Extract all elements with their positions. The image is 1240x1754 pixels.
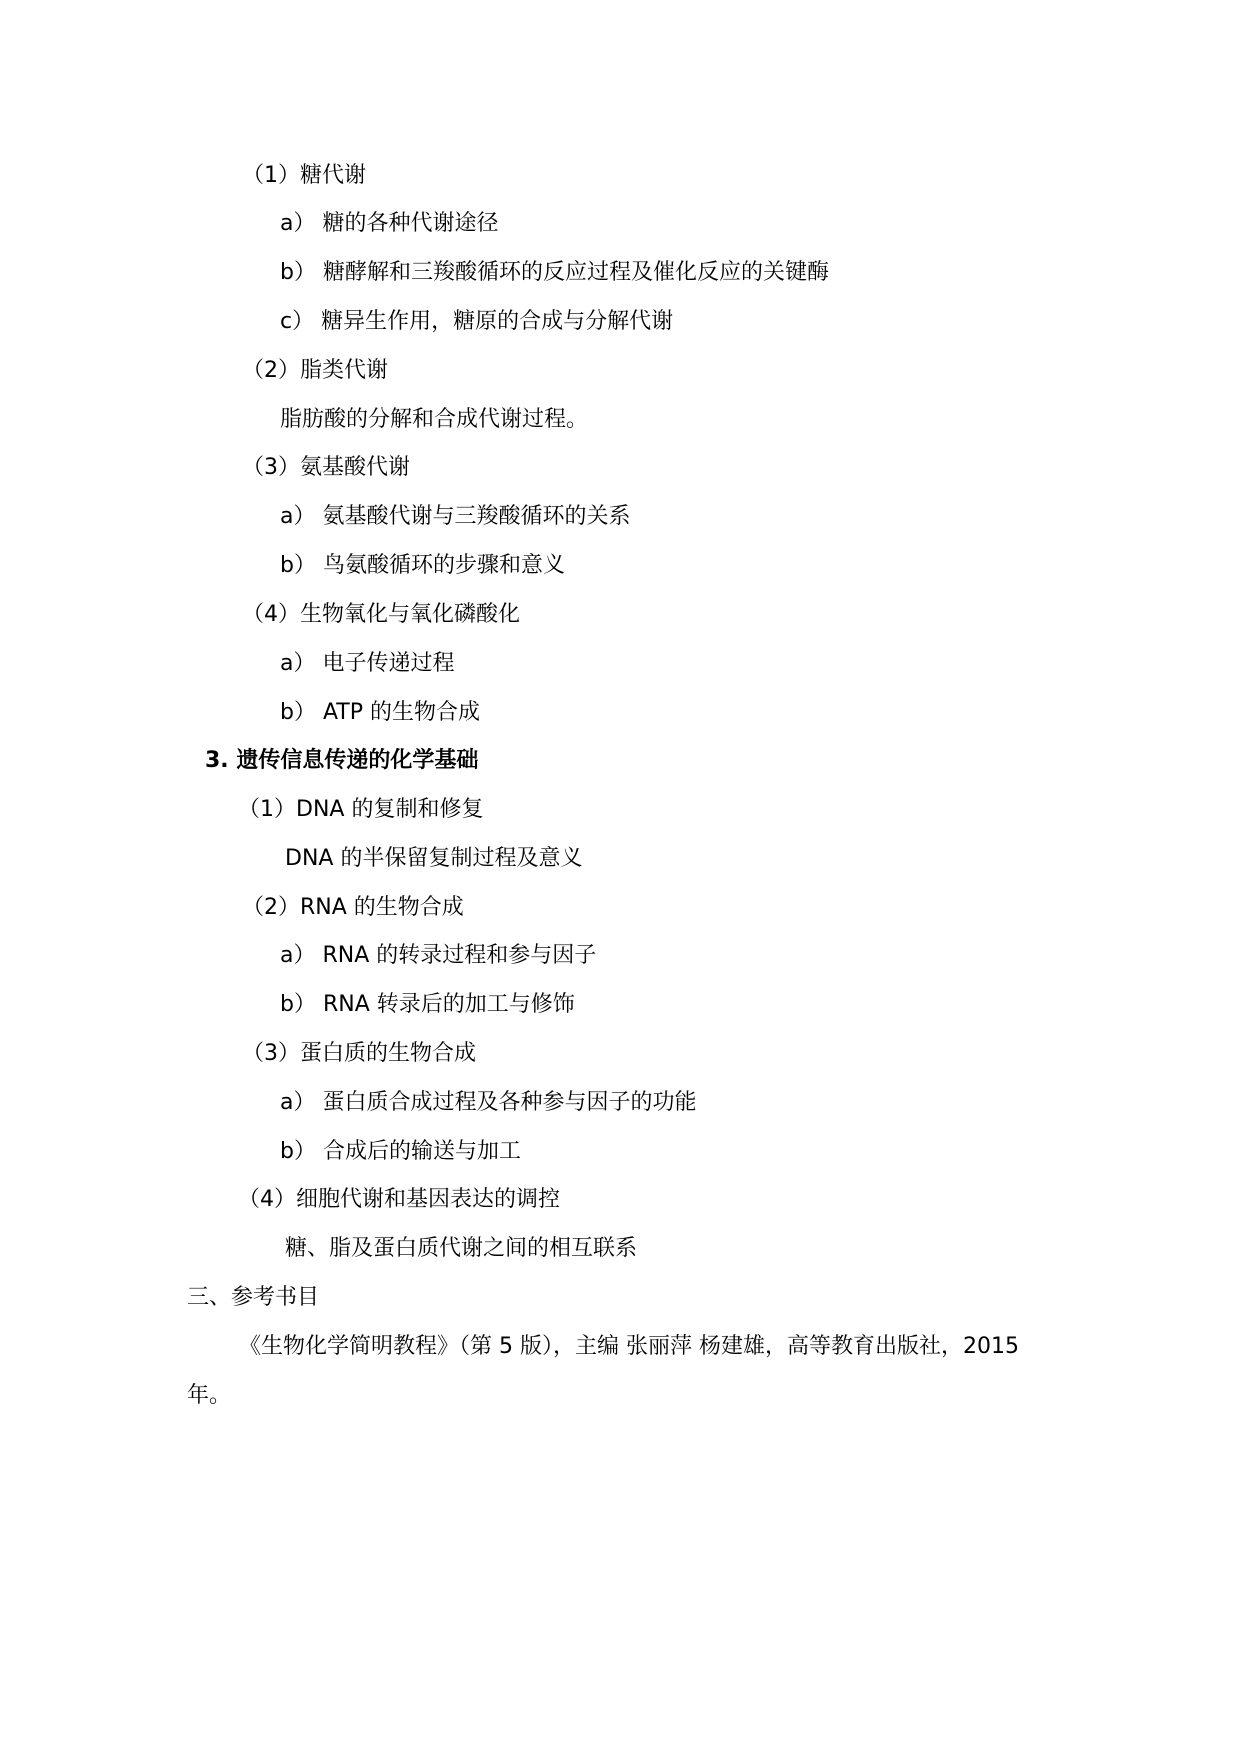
amino-item-b: b） 鸟氨酸循环的步骤和意义 [280,553,565,578]
rna-item-b: b） RNA 转录后的加工与修饰 [280,992,575,1017]
amino-item-a: a） 氨基酸代谢与三羧酸循环的关系 [280,504,631,529]
amino-heading: （3）氨基酸代谢 [242,455,410,480]
protein-item-a: a） 蛋白质合成过程及各种参与因子的功能 [280,1090,697,1115]
references-title: 三、参考书目 [187,1285,320,1310]
protein-heading: （3）蛋白质的生物合成 [242,1041,476,1066]
regulation-text: 糖、脂及蛋白质代谢之间的相互联系 [285,1236,638,1261]
lipid-text: 脂肪酸的分解和合成代谢过程。 [280,407,589,432]
references-text: 《生物化学简明教程》（第 5 版），主编 张丽萍 杨建雄，高等教育出版社，2015 年。 [187,1334,1019,1408]
section-3-title: 3. 遗传信息传递的化学基础 [205,748,479,773]
carb-item-a: a） 糖的各种代谢途径 [280,211,499,236]
protein-item-b: b） 合成后的输送与加工 [280,1139,521,1164]
oxidation-item-a: a） 电子传递过程 [280,651,455,676]
lipid-heading: （2）脂类代谢 [242,358,388,383]
regulation-heading: （4）细胞代谢和基因表达的调控 [238,1187,560,1212]
dna-heading: （1）DNA 的复制和修复 [238,797,484,822]
dna-text: DNA 的半保留复制过程及意义 [285,846,583,871]
rna-item-a: a） RNA 的转录过程和参与因子 [280,943,597,968]
carb-item-b: b） 糖酵解和三羧酸循环的反应过程及催化反应的关键酶 [280,260,829,285]
oxidation-item-b: b） ATP 的生物合成 [280,700,480,725]
carb-item-c: c） 糖异生作用，糖原的合成与分解代谢 [280,309,674,334]
carb-heading: （1）糖代谢 [242,163,366,188]
rna-heading: （2）RNA 的生物合成 [242,895,464,920]
oxidation-heading: （4）生物氧化与氧化磷酸化 [242,602,520,627]
